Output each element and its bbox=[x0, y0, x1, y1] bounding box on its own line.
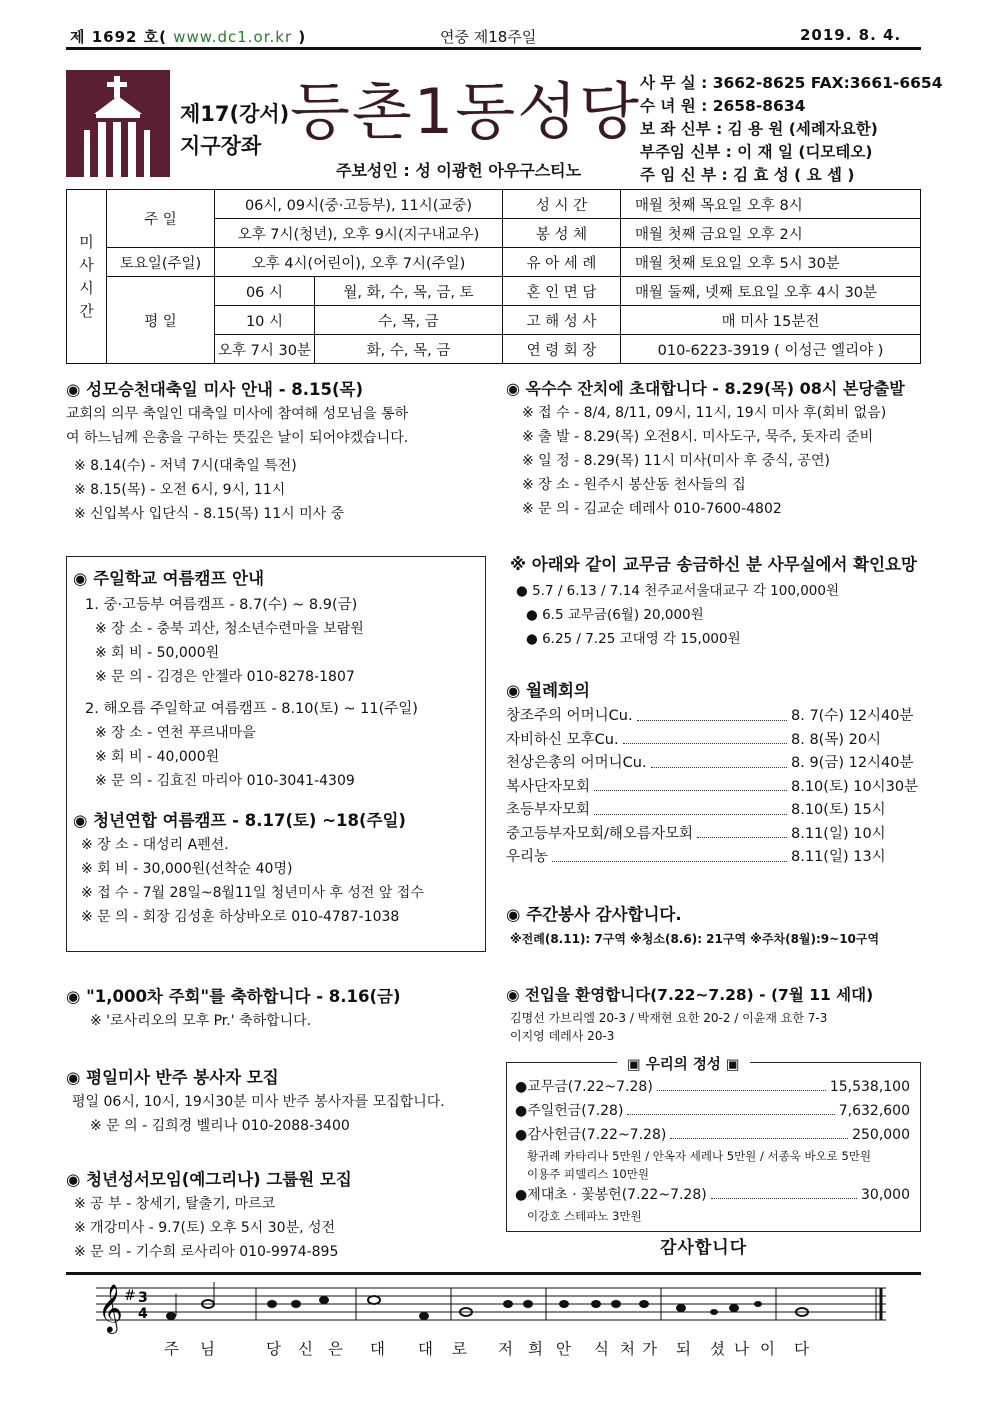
section-title: ◉ 주일학교 여름캠프 안내 bbox=[73, 569, 265, 588]
list-item: ※ 회 비 - 50,000원 bbox=[95, 645, 220, 661]
lyric-syllable: 로 bbox=[452, 1340, 467, 1358]
weekday-label: 평 일 bbox=[107, 277, 215, 364]
offering-title: ▣ 우리의 정성 ▣ bbox=[617, 1053, 750, 1074]
offering-row: ●교무금(7.22~7.28) 15,538,100 bbox=[515, 1075, 910, 1099]
list-item: ● 6.25 / 7.25 고대영 각 15,000원 bbox=[526, 631, 741, 647]
lyric-syllable: 안 bbox=[556, 1340, 571, 1358]
section-title: ◉ 청년성서모임(예그리나) 그룹원 모집 bbox=[66, 1170, 352, 1189]
offering-row: ●감사헌금(7.22~7.28) 250,000 bbox=[515, 1123, 910, 1147]
issue-number: 제 1692 호( www.dc1.or.kr ) bbox=[70, 28, 307, 46]
list-item: ※ 문 의 - 기수희 로사리아 010-9974-895 bbox=[74, 1244, 339, 1260]
camp-subtitle: 2. 해오름 주일학교 여름캠프 - 8.10(토) ~ 11(주일) bbox=[85, 701, 418, 717]
list-item: ※ 장 소 - 대성리 A펜션. bbox=[81, 837, 229, 853]
section-title: ◉ 월례회의 bbox=[506, 681, 590, 700]
service-line: ※전례(8.11): 7구역 ※청소(8.6): 21구역 ※주차(8월):9~10구역 bbox=[510, 932, 880, 946]
district-label: 제17(강서) 지구장좌 bbox=[180, 102, 290, 158]
service-info: 매월 첫째 금요일 오후 2시 bbox=[621, 219, 921, 248]
thousand-section bbox=[66, 983, 486, 1033]
list-item: ※ 문 의 - 회장 김성훈 하상바오로 010-4787-1038 bbox=[81, 909, 400, 925]
offering-box bbox=[506, 1057, 921, 1232]
weekday-time: 오후 7시 30분 bbox=[215, 335, 315, 364]
list-item: ※ 장 소 - 충북 괴산, 청소년수련마을 보람원 bbox=[95, 621, 364, 637]
list-item: ※ 일 정 - 8.29(목) 11시 미사(미사 후 중식, 공연) bbox=[522, 453, 830, 469]
service-info: 매월 첫째 목요일 오후 8시 bbox=[621, 190, 921, 219]
section-title: ※ 아래와 같이 교무금 송금하신 분 사무실에서 확인요망 bbox=[510, 555, 917, 574]
offering-note: 이강호 스테파노 3만원 bbox=[527, 1209, 642, 1223]
lyric-syllable: 다 bbox=[794, 1340, 809, 1358]
section-body: 평일 06시, 10시, 19시30분 미사 반주 봉사자를 모집합니다. bbox=[72, 1094, 445, 1110]
mass-schedule-table bbox=[66, 189, 921, 364]
thanks-closing: 감사합니다 bbox=[660, 1238, 748, 1258]
list-item: ※ 문 의 - 김효진 마리아 010-3041-4309 bbox=[95, 773, 355, 789]
service-info: 010-6223-3919 ( 이성근 엘리야 ) bbox=[621, 335, 921, 364]
offering-note: 이용주 피델리스 10만원 bbox=[527, 1167, 649, 1181]
service-info: 매 미사 15분전 bbox=[621, 306, 921, 335]
section-body: 여 하느님께 은총을 구하는 뜻깊은 날이 되어야겠습니다. bbox=[66, 430, 409, 446]
weekday-days: 수, 목, 금 bbox=[315, 306, 503, 335]
welcome-line: 이지영 데레사 20-3 bbox=[510, 1029, 615, 1043]
meeting-row: 창조주의 어머니Cu. 8. 7(수) 12시40분 bbox=[506, 705, 921, 729]
section-body: 교회의 의무 축일인 대축일 미사에 참여해 성모님을 통하 bbox=[66, 406, 409, 422]
church-logo bbox=[66, 70, 170, 177]
sunday-time-2: 오후 7시(청년), 오후 9시(지구내교우) bbox=[215, 219, 503, 248]
sunday-label: 주 일 bbox=[107, 190, 215, 248]
welcome-section bbox=[506, 983, 921, 1045]
list-item: ※ 출 발 - 8.29(목) 오전8시. 미사도구, 묵주, 돗자리 준비 bbox=[522, 429, 874, 445]
service-name: 봉 성 체 bbox=[503, 219, 621, 248]
svg-text:3: 3 bbox=[138, 1290, 148, 1306]
header-rule bbox=[66, 47, 921, 50]
offering-row: ●주일헌금(7.28) 7,632,600 bbox=[515, 1099, 910, 1123]
lyric-syllable: 셨 bbox=[710, 1340, 725, 1358]
lyric-syllable: 대 bbox=[418, 1340, 433, 1358]
church-name: 등촌1동성당 bbox=[290, 75, 641, 148]
weekday-days: 화, 수, 목, 금 bbox=[315, 335, 503, 364]
lyric-syllable: 신 bbox=[298, 1340, 313, 1358]
service-name: 혼 인 면 담 bbox=[503, 277, 621, 306]
music-divider bbox=[66, 1272, 921, 1275]
welcome-line: 김명선 가브리엘 20-3 / 박재현 요한 20-2 / 이윤재 요한 7-3 bbox=[510, 1011, 828, 1025]
list-item: ※ 문 의 - 김희경 벨리나 010-2088-3400 bbox=[90, 1118, 350, 1134]
music-staff bbox=[96, 1278, 896, 1338]
bulletin-date: 2019. 8. 4. bbox=[800, 26, 902, 44]
lyric-syllable: 대 bbox=[370, 1340, 385, 1358]
list-item: ※ 8.15(목) - 오전 6시, 9시, 11시 bbox=[74, 482, 286, 498]
list-item: ● 5.7 / 6.13 / 7.14 천주교서울대교구 각 100,000원 bbox=[516, 583, 840, 599]
saturday-times: 오후 4시(어린이), 오후 7시(주일) bbox=[215, 248, 503, 277]
list-item: ※ 문 의 - 김교순 데레사 010-7600-4802 bbox=[522, 501, 782, 517]
weekday-days: 월, 화, 수, 목, 금, 토 bbox=[315, 277, 503, 306]
list-item: ※ 개강미사 - 9.7(토) 오후 5시 30분, 성전 bbox=[74, 1220, 336, 1236]
list-item: ※ 장 소 - 연천 푸르내마을 bbox=[95, 725, 256, 741]
service-name: 연 령 회 장 bbox=[503, 335, 621, 364]
section-title: ◉ 성모승천대축일 미사 안내 - 8.15(목) bbox=[66, 380, 364, 399]
service-name: 유 아 세 례 bbox=[503, 248, 621, 277]
lyric-syllable: 이 bbox=[760, 1340, 775, 1358]
lyric-syllable: 님 bbox=[200, 1340, 215, 1358]
list-item: ※ '로사리오의 모후 Pr.' 축하합니다. bbox=[90, 1013, 312, 1029]
section-title: ◉ 청년연합 여름캠프 - 8.17(토) ~18(주일) bbox=[73, 811, 406, 830]
lyric-syllable: 식 bbox=[594, 1340, 609, 1358]
section-title: ◉ 주간봉사 감사합니다. bbox=[506, 905, 682, 924]
list-item: ※ 접 수 - 8/4, 8/11, 09시, 11시, 19시 미사 후(회비 없음) bbox=[522, 405, 887, 421]
svg-text:4: 4 bbox=[138, 1306, 148, 1322]
lyric-syllable: 나 bbox=[734, 1340, 749, 1358]
saturday-label: 토요일(주일) bbox=[107, 248, 215, 277]
svg-text:#: # bbox=[124, 1288, 136, 1304]
lyric-syllable: 당 bbox=[266, 1340, 281, 1358]
meeting-row: 초등부자모회 8.10(토) 15시 bbox=[506, 799, 921, 823]
sunday-time-1: 06시, 09시(중·고등부), 11시(교중) bbox=[215, 190, 503, 219]
patron-saint: 주보성인 : 성 이광헌 아우구스티노 bbox=[336, 161, 582, 180]
list-item: ※ 공 부 - 창세기, 탈출기, 마르코 bbox=[74, 1196, 276, 1212]
section-title: ◉ 평일미사 반주 봉사자 모집 bbox=[66, 1068, 279, 1087]
lyric-syllable: 저 bbox=[498, 1340, 513, 1358]
list-item: ※ 신입복사 입단식 - 8.15(목) 11시 미사 중 bbox=[74, 506, 345, 522]
camp-subtitle: 1. 중·고등부 여름캠프 - 8.7(수) ~ 8.9(금) bbox=[85, 597, 358, 613]
diocese-section bbox=[510, 551, 921, 651]
list-item: ※ 회 비 - 30,000원(선착순 40명) bbox=[81, 861, 293, 877]
meeting-row: 천상은총의 어머니Cu. 8. 9(금) 12시40분 bbox=[506, 752, 921, 776]
meeting-row: 복사단자모회 8.10(토) 10시30분 bbox=[506, 776, 921, 800]
meeting-row: 우리농 8.11(일) 13시 bbox=[506, 846, 921, 870]
lyric-syllable: 은 bbox=[328, 1340, 343, 1358]
server-section bbox=[66, 1064, 486, 1138]
weekday-time: 06 시 bbox=[215, 277, 315, 306]
section-title: ◉ 옥수수 잔치에 초대합니다 - 8.29(목) 08시 본당출발 bbox=[506, 379, 905, 398]
service-info: 매월 둘째, 넷째 토요일 오후 4시 30분 bbox=[621, 277, 921, 306]
list-item: ※ 8.14(수) - 저녁 7시(대축일 특전) bbox=[74, 458, 297, 474]
service-name: 성 시 간 bbox=[503, 190, 621, 219]
list-item: ※ 문 의 - 김경은 안젤라 010-8278-1807 bbox=[95, 669, 355, 685]
service-name: 고 해 성 사 bbox=[503, 306, 621, 335]
meeting-row: 자비하신 모후Cu. 8. 8(목) 20시 bbox=[506, 729, 921, 753]
list-item: ※ 장 소 - 원주시 봉산동 천사들의 집 bbox=[522, 477, 746, 493]
meeting-row: 중고등부자모회/해오름자모회 8.11(일) 10시 bbox=[506, 823, 921, 847]
lyric-syllable: 가 bbox=[642, 1340, 657, 1358]
list-item: ※ 회 비 - 40,000원 bbox=[95, 749, 220, 765]
liturgical-sunday: 연중 제18주일 bbox=[440, 28, 537, 46]
mass-side-label: 미 사 시 간 bbox=[67, 190, 107, 364]
weekday-time: 10 시 bbox=[215, 306, 315, 335]
website-link[interactable]: www.dc1.or.kr bbox=[173, 28, 293, 46]
lyric-syllable: 되 bbox=[676, 1340, 691, 1358]
list-item: ● 6.5 교무금(6월) 20,000원 bbox=[526, 607, 704, 623]
service-info: 매월 첫째 토요일 오후 5시 30분 bbox=[621, 248, 921, 277]
section-title: ◉ "1,000차 주회"를 축하합니다 - 8.16(금) bbox=[66, 987, 401, 1006]
lyric-syllable: 주 bbox=[164, 1340, 179, 1358]
office-contacts: 사 무 실 : 3662-8625 FAX:3661-6654 수 녀 원 : 2658-8634 보 좌 신부 : 김 용 원 (세례자요한) 부주임 신부 : 이 재 일 (디모테오) 주 임 신 부 : 김 효 성 ( 요 셉 ) bbox=[640, 74, 943, 184]
meetings-section bbox=[506, 677, 921, 870]
offering-note: 황귀례 카타리나 5만원 / 안옥자 세레나 5만원 / 서종욱 바오로 5만원 bbox=[527, 1149, 871, 1163]
camp-box bbox=[66, 556, 486, 952]
lyric-syllable: 처 bbox=[620, 1340, 635, 1358]
section-title: ◉ 전입을 환영합니다(7.22~7.28) - (7월 11 세대) bbox=[506, 986, 874, 1004]
offering-row: ●제대초 · 꽃봉헌(7.22~7.28) 30,000 bbox=[515, 1183, 910, 1207]
lyric-syllable: 희 bbox=[528, 1340, 543, 1358]
corn-section bbox=[506, 376, 921, 521]
bible-section bbox=[66, 1166, 486, 1264]
svg-text:𝄞: 𝄞 bbox=[98, 1283, 123, 1332]
assumption-section bbox=[66, 376, 486, 526]
service-section bbox=[506, 901, 921, 951]
list-item: ※ 접 수 - 7월 28일~8월11일 청년미사 후 성전 앞 접수 bbox=[81, 885, 424, 901]
